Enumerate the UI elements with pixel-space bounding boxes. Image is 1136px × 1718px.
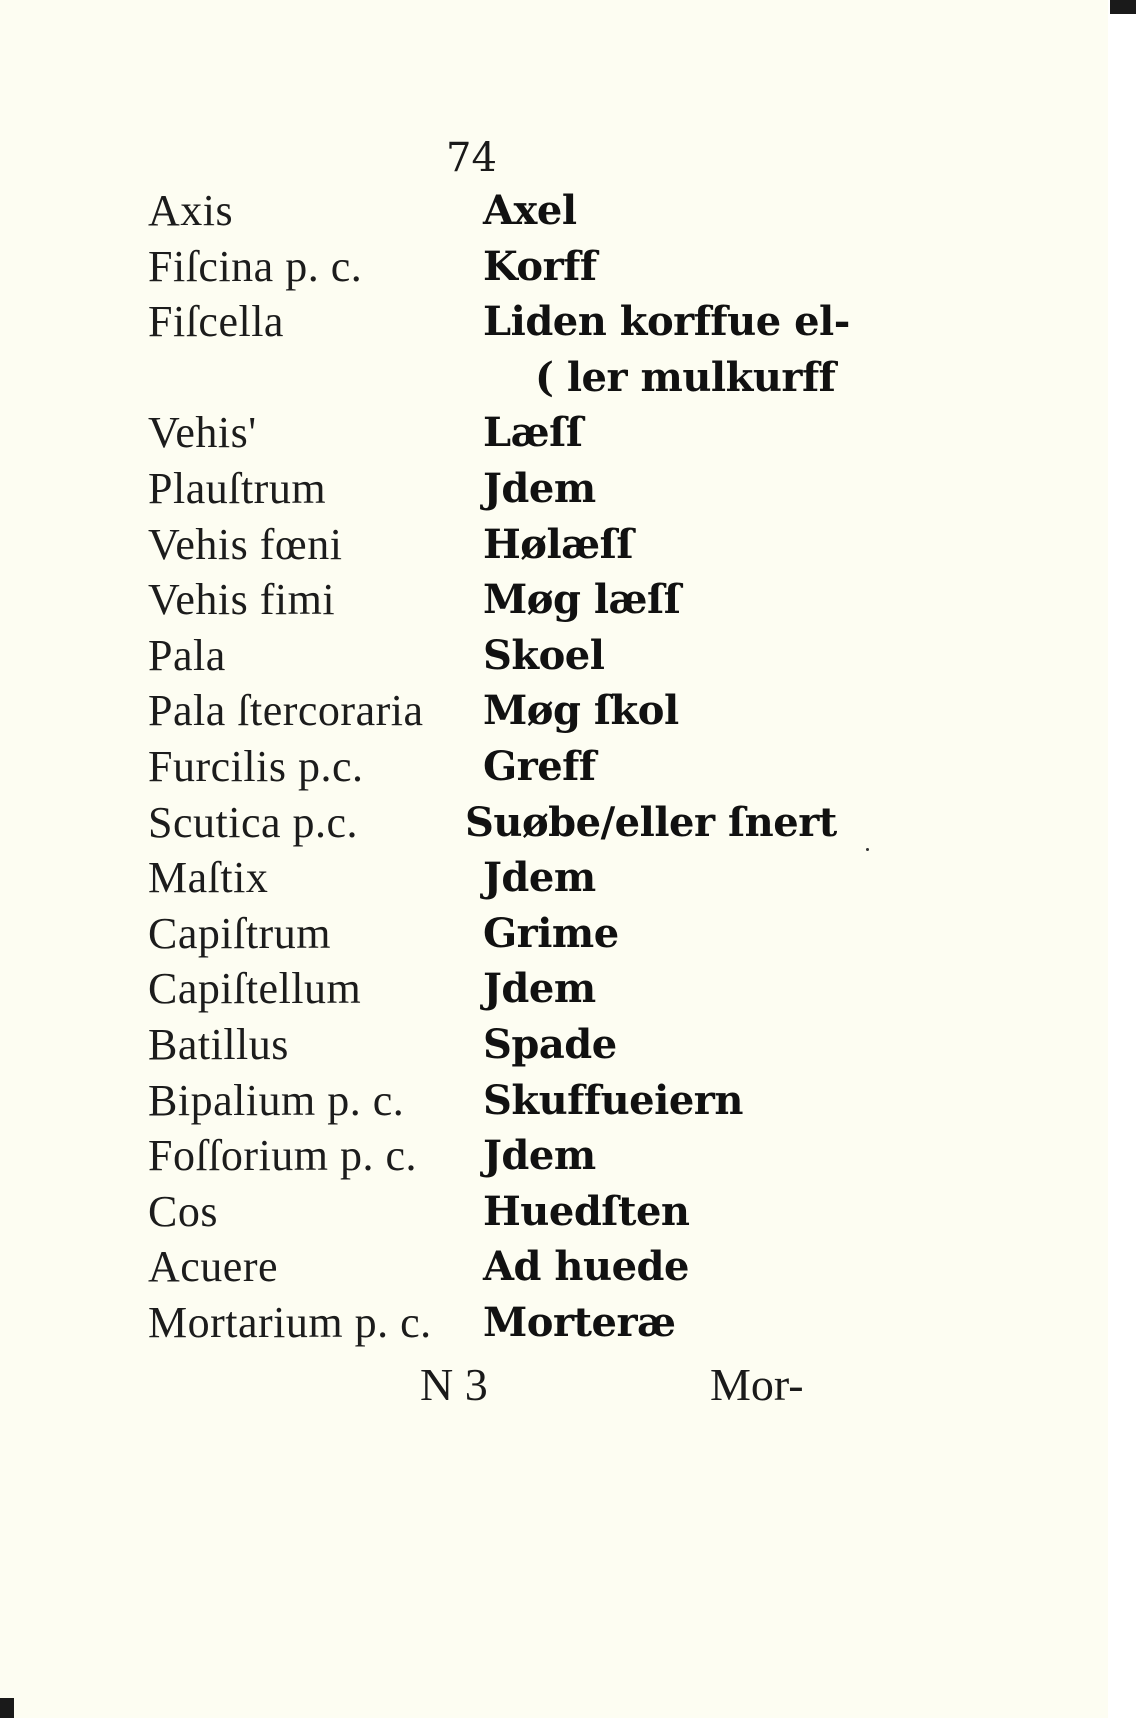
danish-translation: Jdem bbox=[483, 965, 596, 1013]
danish-translation: Skoel bbox=[483, 631, 605, 679]
glossary-entry bbox=[0, 906, 1108, 962]
scan-edge-mark bbox=[0, 1698, 14, 1718]
glossary-entry bbox=[0, 628, 1108, 684]
danish-translation: Skuffueiern bbox=[483, 1076, 743, 1124]
latin-term: Cos bbox=[148, 1186, 218, 1236]
latin-term: Furcilis p.c. bbox=[148, 742, 364, 791]
glossary-entry bbox=[0, 850, 1108, 906]
danish-translation: Møg læſſ bbox=[483, 576, 681, 624]
latin-term: Plauſtrum bbox=[148, 464, 327, 513]
danish-translation: Jdem bbox=[483, 1132, 596, 1180]
glossary-entry bbox=[0, 683, 1108, 739]
latin-term: Vehis fimi bbox=[148, 575, 336, 625]
latin-term: Foſſorium p. c. bbox=[148, 1131, 418, 1181]
danish-translation: Spade bbox=[483, 1021, 617, 1068]
latin-term: Capiſtrum bbox=[148, 908, 331, 958]
latin-term: Capiſtellum bbox=[148, 964, 362, 1014]
signature-mark: N 3 bbox=[420, 1359, 488, 1410]
latin-term: Acuere bbox=[148, 1242, 279, 1292]
latin-term: Vehis' bbox=[148, 408, 257, 458]
glossary-entry bbox=[0, 461, 1108, 517]
latin-term: Pala ſtercoraria bbox=[148, 686, 424, 736]
latin-term: Scutica p.c. bbox=[148, 797, 359, 847]
latin-term: Maſtix bbox=[148, 853, 269, 903]
glossary-entry bbox=[0, 1184, 1108, 1240]
catchword: Mor- bbox=[710, 1359, 804, 1410]
danish-translation: Suøbe/eller ſnert bbox=[465, 798, 837, 846]
danish-translation: Huedſten bbox=[483, 1187, 690, 1235]
glossary-entry bbox=[0, 961, 1108, 1017]
glossary-entry bbox=[0, 1295, 1108, 1351]
glossary-entry bbox=[0, 239, 1108, 295]
glossary-entry bbox=[0, 183, 1108, 239]
scan-edge-mark bbox=[1110, 0, 1136, 14]
danish-translation: Grime bbox=[483, 909, 619, 957]
danish-translation: Ad huede bbox=[483, 1243, 689, 1291]
glossary-entry bbox=[0, 1017, 1108, 1073]
danish-translation: Greff bbox=[483, 743, 596, 790]
danish-translation: Hølæſſ bbox=[483, 520, 634, 568]
danish-translation: Korff bbox=[483, 242, 597, 290]
danish-translation: Møg ſkol bbox=[483, 687, 679, 735]
latin-term: Vehis fœni bbox=[148, 519, 343, 569]
latin-term: Mortarium p. c. bbox=[148, 1298, 432, 1347]
danish-translation: Axel bbox=[483, 187, 577, 234]
glossary-entry bbox=[0, 517, 1108, 573]
latin-term: Axis bbox=[148, 186, 234, 235]
danish-translation: Jdem bbox=[483, 465, 596, 512]
latin-term: Batillus bbox=[148, 1020, 289, 1069]
glossary-entry bbox=[0, 350, 1108, 406]
glossary-entry bbox=[0, 572, 1108, 628]
glossary-entry bbox=[0, 1128, 1108, 1184]
latin-term: Fiſcina p. c. bbox=[148, 241, 363, 291]
danish-translation: Læſſ bbox=[483, 409, 583, 457]
glossary-entry bbox=[0, 739, 1108, 795]
page-number: 74 bbox=[446, 135, 497, 181]
glossary-entry bbox=[0, 795, 1108, 851]
danish-translation: Morteræ bbox=[483, 1299, 676, 1346]
glossary-entry bbox=[0, 294, 1108, 350]
glossary-entry bbox=[0, 1073, 1108, 1129]
glossary-entry bbox=[0, 1239, 1108, 1295]
danish-translation: Liden korffue el- bbox=[483, 298, 850, 346]
latin-term: Pala bbox=[148, 630, 226, 680]
danish-translation: ( ler mulkurff bbox=[535, 353, 836, 401]
danish-translation: Jdem bbox=[483, 854, 596, 902]
latin-term: Bipalium p. c. bbox=[148, 1075, 405, 1125]
latin-term: Fiſcella bbox=[148, 297, 284, 347]
glossary-entry bbox=[0, 405, 1108, 461]
